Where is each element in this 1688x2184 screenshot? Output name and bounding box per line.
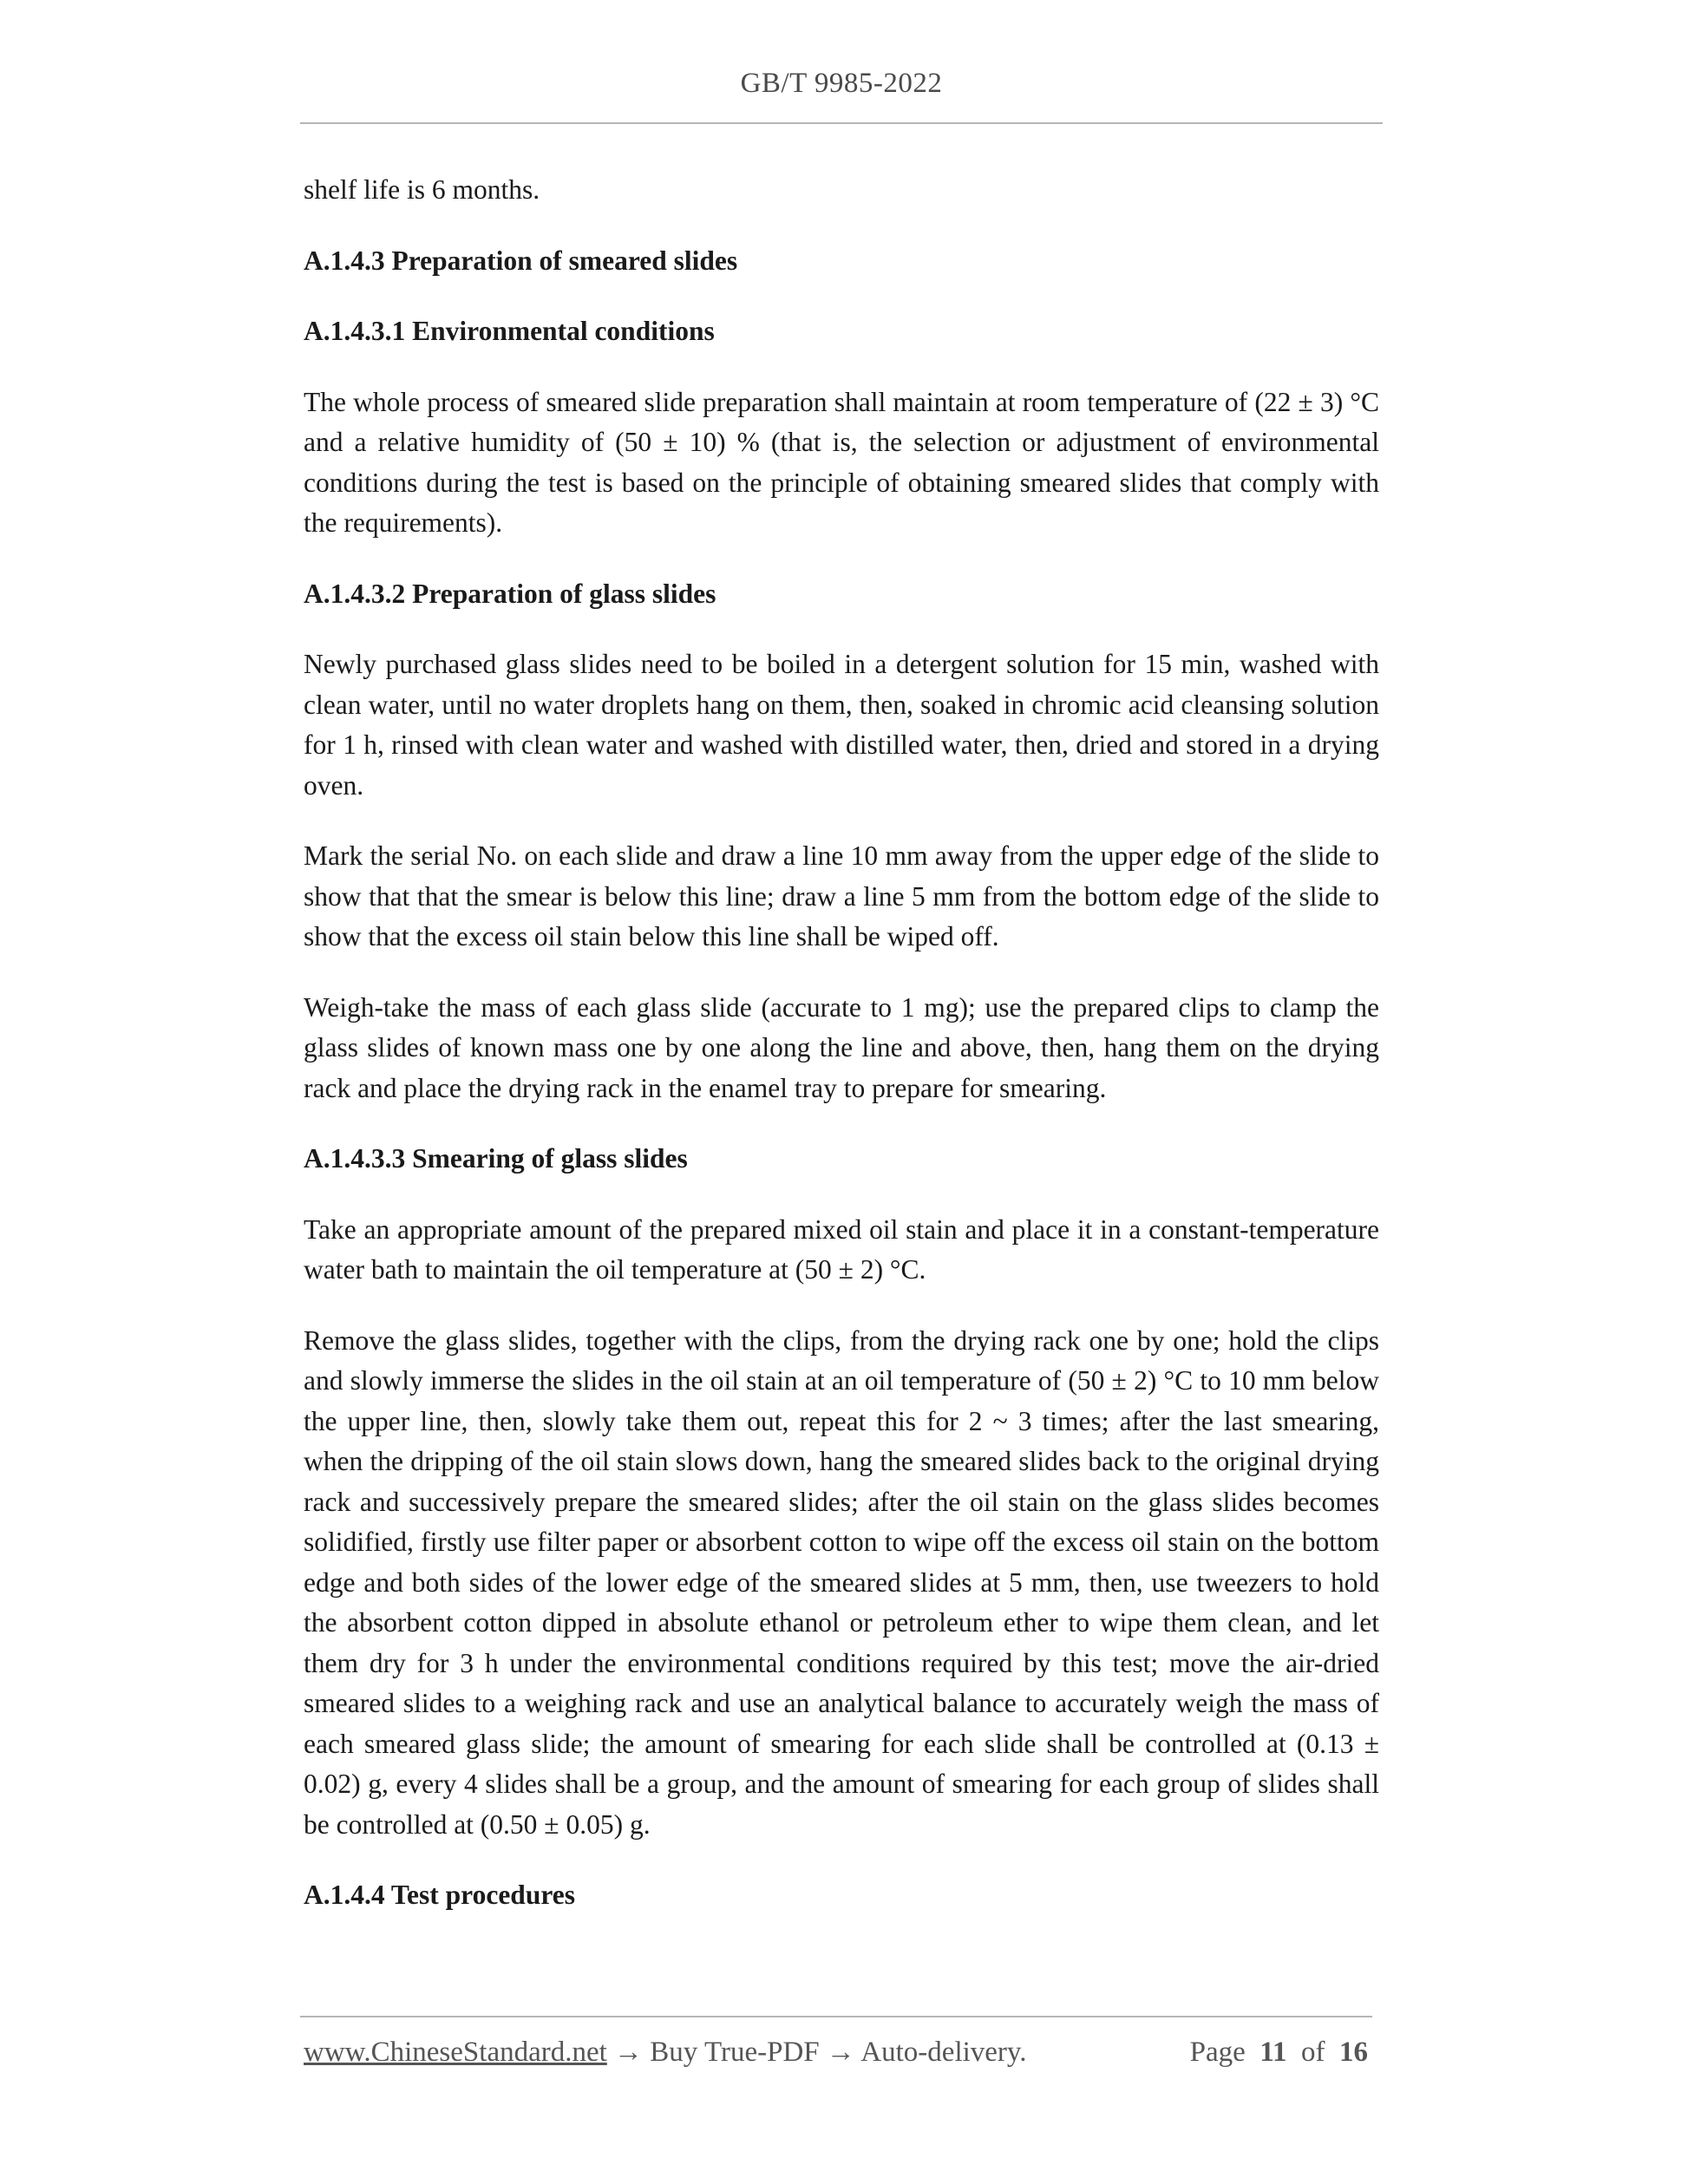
paragraph: Weigh-take the mass of each glass slide (accurate to 1 mg); use the prepared clips to clamp the glass slides of known mass one by one along the line and above, then, hang them on the drying rack and place the drying rack in the enamel tray to prepare for smearing. xyxy=(304,991,1379,1103)
page-number xyxy=(1190,2037,1368,2069)
page-header: GB/T 9985-2022 xyxy=(740,68,943,99)
footer-promo-text: → Buy True-PDF → Auto-delivery. xyxy=(606,2037,1027,2068)
paragraph: The whole process of smeared slide preparation shall maintain at room temperature of (22 ± 3) °C and a relative humidity of (50 ± 10) % (that is, the selection or adjustment of environmental conditions during the test is based on the principle of obtaining smeared slides that comply with the requirements). xyxy=(304,386,1379,538)
section-heading: A.1.4.3.1 Environmental conditions xyxy=(304,316,715,346)
website-link[interactable]: www.ChineseStandard.net xyxy=(304,2037,607,2068)
paragraph: Take an appropriate amount of the prepared mixed oil stain and place it in a constant-temperature water bath to maintain the oil temperature at (50 ± 2) °C. xyxy=(304,1213,1379,1285)
section-heading: A.1.4.4 Test procedures xyxy=(304,1880,575,1910)
section-heading: A.1.4.3.2 Preparation of glass slides xyxy=(304,578,716,609)
section-heading: A.1.4.3 Preparation of smeared slides xyxy=(304,245,738,276)
section-heading: A.1.4.3.3 Smearing of glass slides xyxy=(304,1143,688,1174)
of-label: of xyxy=(1301,2037,1325,2068)
current-page: 11 xyxy=(1259,2037,1287,2068)
paragraph: Mark the serial No. on each slide and draw a line 10 mm away from the upper edge of the slide to show that that the smear is below this line; draw a line 5 mm from the bottom edge of the slide to show that the excess oil stain below this line shall be wiped off. xyxy=(304,840,1379,951)
page-label: Page xyxy=(1189,2037,1246,2068)
paragraph: Newly purchased glass slides need to be boiled in a detergent solution for 15 min, washed with clean water, until no water droplets hang on them, then, soaked in chromic acid cleansing solution for 1 h, rinsed with clean water and washed with distilled water, then, dried and stored in a drying oven. xyxy=(304,649,1379,801)
header-divider xyxy=(300,122,1383,124)
paragraph: shelf life is 6 months. xyxy=(304,174,540,205)
paragraph: Remove the glass slides, together with the clips, from the drying rack one by one; hold the clips and slowly immerse the slides in the oil stain at an oil temperature of (50 ± 2) °C to 10 mm below the upper line, then, slowly take them out, repeat this for 2 ~ 3 times; after the last smearing, when the dripping of the oil stain slows down, hang the smeared slides back to the original drying rack and successively prepare the smeared slides; after the oil stain on the glass slides becomes solidified, firstly use filter paper or absorbent cotton to wipe off the excess oil stain on the bottom edge and both sides of the lower edge of the smeared slides at 5 mm, then, use tweezers to hold the absorbent cotton dipped in absolute ethanol or petroleum ether to wipe them clean, and let them dry for 3 h under the environmental conditions required by this test; move the air-dried smeared slides to a weighing rack and use an analytical balance to accurately weigh the mass of each smeared glass slide; the amount of smearing for each slide shall be controlled at (0.13 ± 0.02) g, every 4 slides shall be a group, and the amount of smearing for each group of slides shall be controlled at (0.50 ± 0.05) g. xyxy=(304,1324,1379,1840)
document-body xyxy=(304,170,1379,1946)
footer-divider xyxy=(300,2016,1372,2017)
total-pages: 16 xyxy=(1339,2037,1368,2068)
footer-left xyxy=(304,2037,1027,2069)
